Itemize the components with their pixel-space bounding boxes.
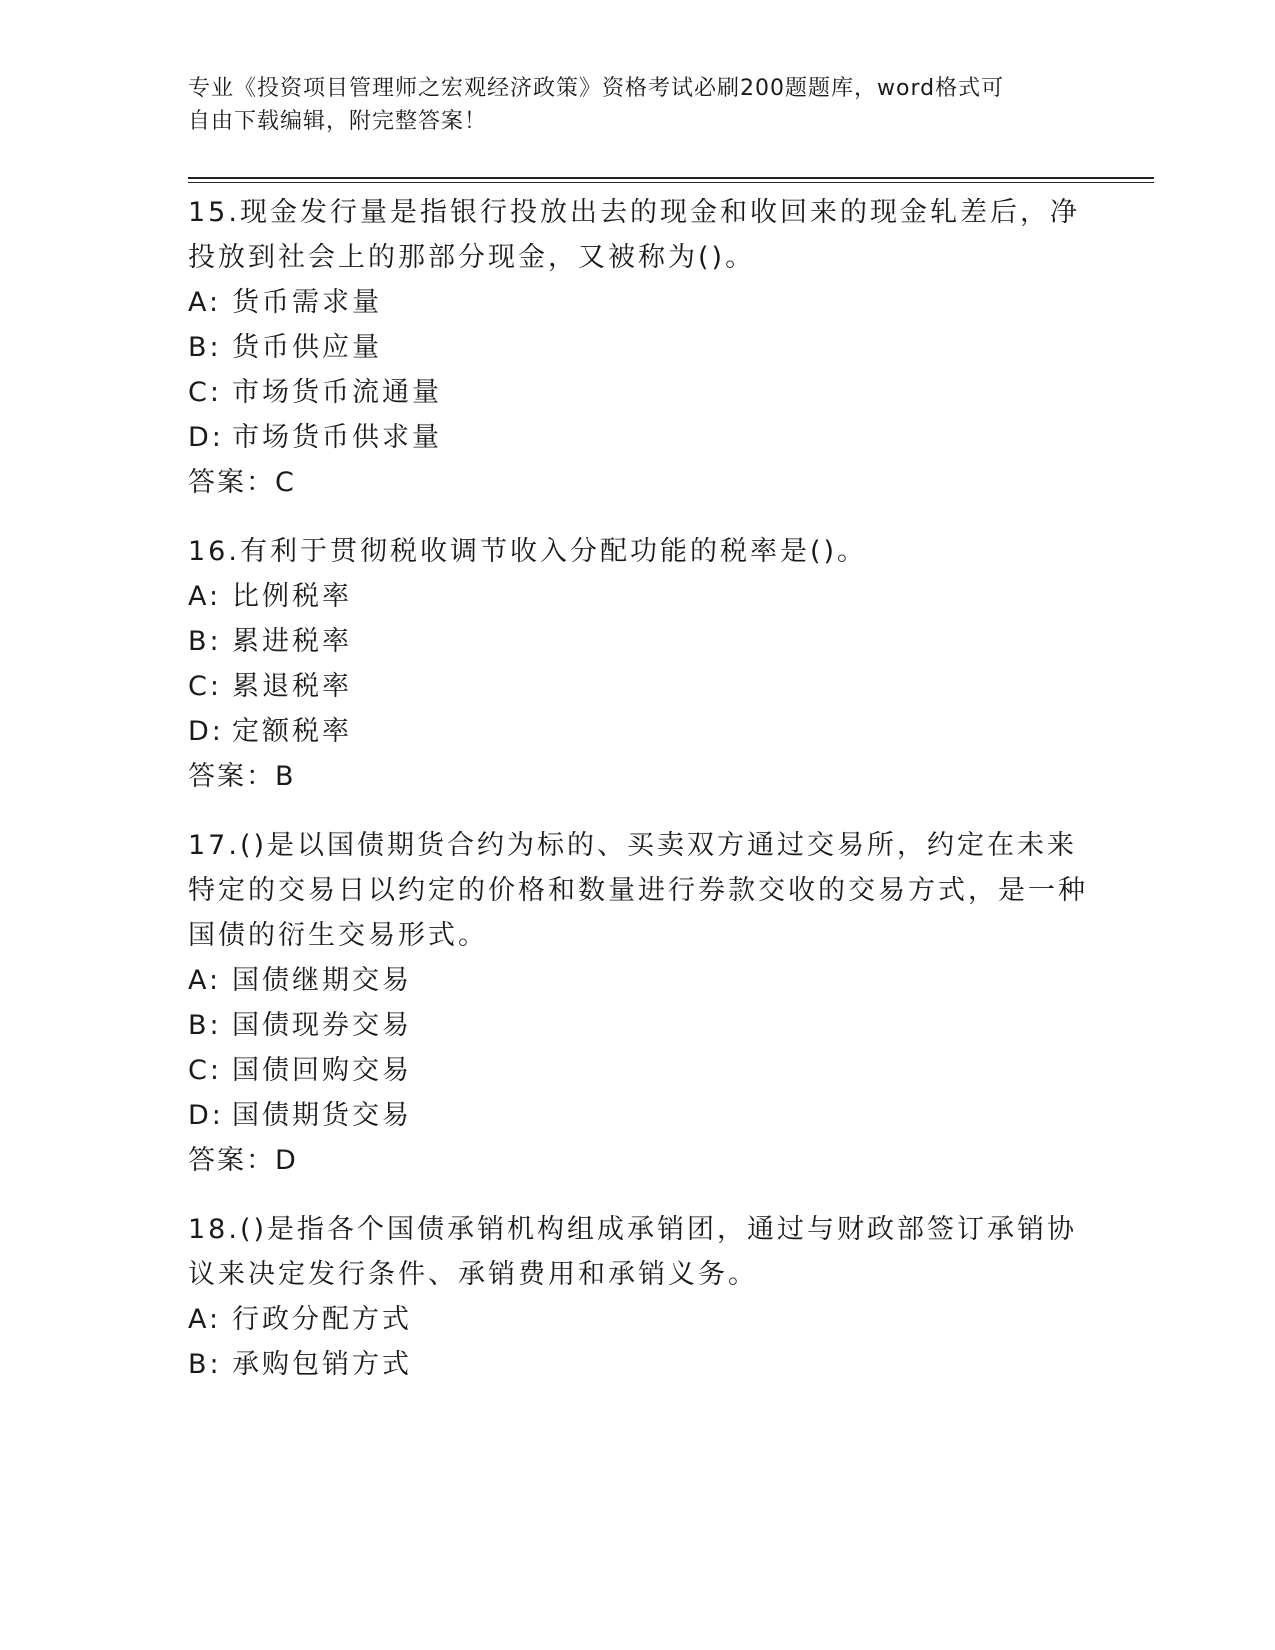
option-text: 国债现券交易 xyxy=(232,1010,412,1041)
option-text: 货币需求量 xyxy=(232,287,382,318)
option-text: 市场货币流通量 xyxy=(232,377,442,408)
question-stem: 16.有利于贯彻税收调节收入分配功能的税率是()。 xyxy=(188,536,868,567)
option-b xyxy=(188,1003,1088,1048)
question-stem: 17.()是以国债期货合约为标的、买卖双方通过交易所，约定在未来特定的交易日以约定的价格和数量进行券款交收的交易方式，是一种国债的衍生交易形式。 xyxy=(188,830,1088,951)
option-c xyxy=(188,664,1088,709)
header-rule-thin xyxy=(188,182,1154,183)
answer-line: 答案：B xyxy=(188,761,296,792)
option-b xyxy=(188,1342,1088,1387)
option-text: 国债回购交易 xyxy=(232,1055,412,1086)
question-15 xyxy=(188,190,1088,505)
option-letter: B: xyxy=(188,1010,222,1041)
answer-line: 答案：D xyxy=(188,1145,298,1176)
option-letter: C: xyxy=(188,671,222,702)
option-letter: C: xyxy=(188,1055,222,1086)
option-letter: B: xyxy=(188,332,222,363)
question-18 xyxy=(188,1207,1088,1387)
question-16 xyxy=(188,529,1088,799)
option-c xyxy=(188,1048,1088,1093)
header-line-2: 自由下载编辑，附完整答案！ xyxy=(188,109,488,134)
option-text: 比例税率 xyxy=(232,581,352,612)
option-letter: B: xyxy=(188,626,222,657)
option-a xyxy=(188,280,1088,325)
option-d xyxy=(188,1093,1088,1138)
answer-line: 答案：C xyxy=(188,467,296,498)
question-list xyxy=(188,190,1088,1411)
header-rule-thick xyxy=(188,177,1154,179)
option-a xyxy=(188,1297,1088,1342)
option-text: 承购包销方式 xyxy=(232,1349,412,1380)
question-stem: 15.现金发行量是指银行投放出去的现金和收回来的现金轧差后，净投放到社会上的那部分现金，又被称为()。 xyxy=(188,197,1080,273)
option-text: 定额税率 xyxy=(232,716,352,747)
question-stem: 18.()是指各个国债承销机构组成承销团，通过与财政部签订承销协议来决定发行条件、承销费用和承销义务。 xyxy=(188,1214,1078,1290)
option-text: 国债继期交易 xyxy=(232,965,412,996)
document-header xyxy=(188,72,1068,138)
option-letter: C: xyxy=(188,377,222,408)
option-a xyxy=(188,958,1088,1003)
option-c xyxy=(188,370,1088,415)
option-d xyxy=(188,709,1088,754)
option-a xyxy=(188,574,1088,619)
option-text: 行政分配方式 xyxy=(232,1304,412,1335)
option-letter: D: xyxy=(188,422,224,453)
question-17 xyxy=(188,823,1088,1183)
header-line-1: 专业《投资项目管理师之宏观经济政策》资格考试必刷200题题库，word格式可 xyxy=(188,76,1005,101)
option-letter: A: xyxy=(188,581,222,612)
option-letter: A: xyxy=(188,287,222,318)
option-b xyxy=(188,619,1088,664)
option-d xyxy=(188,415,1088,460)
option-letter: B: xyxy=(188,1349,222,1380)
option-letter: D: xyxy=(188,1100,224,1131)
option-text: 市场货币供求量 xyxy=(232,422,442,453)
option-letter: A: xyxy=(188,965,222,996)
option-letter: D: xyxy=(188,716,224,747)
option-text: 累进税率 xyxy=(232,626,352,657)
option-b xyxy=(188,325,1088,370)
option-text: 累退税率 xyxy=(232,671,352,702)
option-letter: A: xyxy=(188,1304,222,1335)
option-text: 国债期货交易 xyxy=(232,1100,412,1131)
option-text: 货币供应量 xyxy=(232,332,382,363)
